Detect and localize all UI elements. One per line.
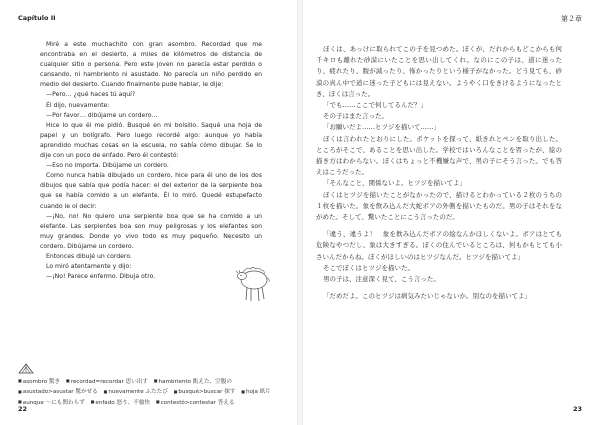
paragraph: 「でも……ここで何してるんだ？」: [323, 101, 427, 110]
vocabulary-entry: ■ contestó>contestar 答える: [156, 400, 235, 406]
paragraph: ぼくは言われたとおりにした。ポケットを探って、紙きれとペンを取り出した。ところがそこで、あることを思い出した。学校ではいろんなことを習ったが、絵の描き方はわからない。ぼくはちょっと不機嫌な声で、男の子にそう言った。でも答えはこうだった。: [316, 134, 562, 177]
paragraph: —¡No, no! No quiero una serpiente boa que se ha comido a un elefante. Las serpientes boa son muy peligrosas y los elefantes son muy grandes. Donde yo vivo todo es muy pequeño. Necesito un cordero. Dibújame un cordero.: [40, 212, 262, 250]
paragraph: Él dijo, nuevamente:: [46, 101, 110, 109]
left-page: [0, 0, 297, 425]
paragraph: —Eso no importa. Dibújame un cordero.: [46, 162, 169, 170]
vocabulary-entry: ■ enfado 怒り、不愉快: [91, 400, 150, 406]
paragraph: 「お願いだよ……ヒツジを描いて……」: [323, 123, 440, 132]
vocabulary-entry: ■ hoja 紙片: [241, 389, 271, 395]
vocabulary-entry: ■ asombro 驚き: [18, 379, 60, 385]
page-number-left: 22: [18, 405, 28, 413]
vocabulary-leaf-icon: [18, 362, 34, 374]
right-page: [303, 0, 600, 425]
spanish-text: [40, 40, 262, 282]
paragraph: ぼくはヒツジを描いたことがなかったので、描けるとわかっている２枚のうちの１枚を描いた。象を飲み込んだ大蛇ボアの外側を描いたものだ。男の子はそれをながめた。そして、驚いたことにこう言ったのだ。: [316, 190, 562, 222]
paragraph: 「違う、違うよ！ 象を飲み込んだボアの絵なんかほしくないよ。ボアはとても危険なやつだし、象は大きすぎる。ぼくの住んでいるところは、何もかもとても小さいんだからね。ぼくがほしいのはヒツジなんだ。ヒツジを描いてよ」: [316, 230, 562, 261]
japanese-text: [316, 44, 562, 302]
paragraph: ぼくは、あっけに取られてこの子を見つめた。ぼくが、だれからもどこからも何千キロも離れた砂漠にいたことを思い出してくれ。なのにこの子は、道に迷ったり、疲れたり、腹が減ったり、怖かったりという様子がなかった。どう見ても、砂漠の真ん中で道に迷った子どもには見えない。ようやく口をきけるようになったとき、ぼくは言った。: [316, 45, 562, 98]
paragraph: 男の子は、注意深く見て、こう言った。: [323, 275, 440, 284]
sheep-illustration: [236, 258, 272, 308]
vocabulary-entry: ■ nuevamente ふたたび: [104, 389, 168, 395]
vocabulary-entry: ■ busqué>buscar 探す: [174, 389, 236, 395]
paragraph: 「だめだよ。このヒツジは病気みたいじゃないか。別なのを描いてよ」: [323, 292, 531, 301]
paragraph: そこでぼくはヒツジを描いた。: [323, 263, 414, 272]
paragraph: —Pero… ¿qué haces tú aquí?: [46, 91, 136, 99]
vocabulary-entry: ■ recordad=recordar 思い出す: [66, 379, 148, 385]
paragraph: 「そんなこと、関係ないよ。ヒツジを描いてよ」: [323, 179, 466, 188]
chapter-header-japanese: 第２章: [561, 15, 582, 23]
paragraph: Lo miró atentamente y dijo:: [46, 263, 132, 271]
paragraph: Como nunca había dibujado un cordero, hice para él uno de los dos dibujos que sabía que podía hacer: el del exterior de la serpiente boa que se había comido a un elefante. Él lo miró. Quedé estupefacto cuando le oí decir:: [40, 172, 262, 210]
paragraph: —Por favor… dibújame un cordero…: [46, 111, 158, 119]
vocabulary-entry: ■ hambriento 飢えた、空腹の: [154, 379, 232, 385]
paragraph: その子はまた言った。: [323, 112, 388, 121]
chapter-header-spanish: Capítulo II: [18, 14, 56, 22]
vocabulary-box: [18, 362, 280, 408]
page-number-right: 23: [572, 405, 582, 413]
paragraph: Hice lo que él me pidió. Busqué en mi bolsillo. Saqué una hoja de papel y un bolígrafo. Pero luego recordé algo: aunque yo había aprendido muchas cosas en la escuela, no sabía cómo dibujar. Se lo dije con un poco de enfado. Pero él contestó:: [40, 121, 262, 160]
paragraph: Entonces dibujé un cordero.: [46, 252, 132, 260]
paragraph: —¡No! Parece enfermo. Dibuja otro.: [46, 273, 156, 281]
paragraph: Miré a este muchachito con gran asombro. Recordad que me encontraba en el desierto, a miles de kilómetros de distancia de cualquier sitio o persona. Pero este joven no parecía estar perdido o cansando, ni hambriento ni asustado. No parecía un niño perdido en medio del desierto. Cuando finalmente pude hablar, le dije:: [40, 41, 262, 89]
vocabulary-entry: ■ aunque ～にも関わらず: [18, 400, 85, 406]
vocabulary-list: [18, 376, 280, 408]
vocabulary-entry: ■ asustado>asustar 驚かせる: [18, 389, 98, 395]
